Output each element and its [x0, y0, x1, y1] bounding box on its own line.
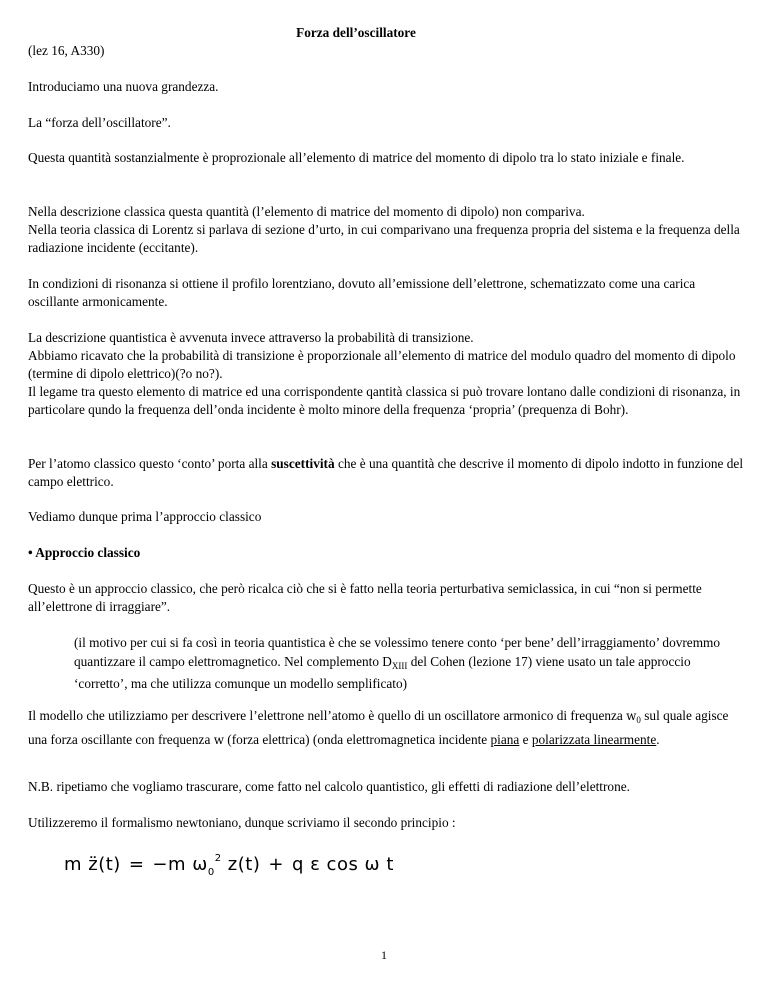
paragraph-intro: Introduciamo una nuova grandezza.: [28, 79, 219, 94]
plus-sign: +: [268, 854, 284, 875]
text-line: Nella descrizione classica questa quantità (l’elemento di matrice del momento di dipolo) non compariva.: [28, 204, 585, 219]
omega-symbol: w: [213, 733, 224, 747]
subscript: XIII: [391, 660, 408, 671]
paragraph-quantum-description: [28, 329, 744, 419]
note-paragraph: [74, 634, 744, 694]
text-line: Il legame tra questo elemento di matrice ed una corrispondente qantità classica si può trovare lontano dalle condizioni di risonanza, in particolare qundo la frequenza dell’onda incidente è molto minore della frequenza ‘propria’ (prequenza di Bohr).: [28, 384, 741, 417]
text-line: Nella teoria classica di Lorentz si parlava di sezione d’urto, in cui comparivano una frequenza propria del sistema e la frequenza della radiazione incidente (eccitante).: [28, 222, 740, 255]
text-run: Per l’atomo classico questo ‘conto’ porta alla: [28, 456, 272, 471]
equation-term: z(t): [221, 854, 261, 875]
text-run: Il modello che utilizziamo per descrivere l’elettrone nell’atomo è quello di un oscillatore armonico di frequenza: [28, 708, 627, 723]
text-run: che è una quantità che descrive il momento di dipolo indotto in funzione del campo elettrico.: [28, 456, 744, 489]
paragraph-proportionality: Questa quantità sostanzialmente è proprozionale all’elemento di matrice del momento di dipolo tra lo stato iniziale e finale.: [28, 150, 685, 165]
text-line: La descrizione quantistica è avvenuta invece attraverso la probabilità di transizione.: [28, 330, 474, 345]
equation-term: −m ω: [152, 854, 208, 875]
equation-of-motion: [64, 850, 394, 882]
paragraph-nb: N.B. ripetiamo che vogliamo trascurare, come fatto nel calcolo quantistico, gli effetti di radiazione dell’elettrone.: [28, 779, 630, 794]
text-run: (il motivo per cui si fa così in teoria quantistica è che se volessimo tenere conto ‘per bene’ dell’irraggiamento’ dovremmo quantizzare il campo elettromagnetico. Nel complemento D: [74, 635, 721, 669]
paragraph-classical-description: [28, 203, 744, 257]
paragraph-semiclassical: Questo è un approccio classico, che però ricalca ciò che si è fatto nella teoria perturbativa semiclassica, in cui “non si permette all’elettrone di irraggiare”.: [28, 581, 702, 614]
omega-symbol: w: [626, 709, 637, 723]
page-title: Forza dell’oscillatore: [296, 25, 416, 40]
underlined-term: piana: [490, 732, 520, 747]
underlined-term: polarizzata linearmente: [531, 732, 657, 747]
text-run: (forza elettrica) (onda elettromagnetica incidente: [223, 732, 491, 747]
text-line: Abbiamo ricavato che la probabilità di transizione è proporzionale all’elemento di matrice del modulo quadro del momento di dipolo (termine di dipolo elettrico)(?o no?).: [28, 348, 736, 381]
paragraph-classical-approach-intro: Vediamo dunque prima l’approccio classico: [28, 509, 262, 524]
subscript: 0: [636, 715, 641, 725]
text-run: del Cohen (lezione 17) viene usato un tale approccio ‘corretto’, ma che utilizza comunque un modello semplificato): [74, 653, 691, 691]
page-number: 1: [381, 948, 387, 962]
lecture-reference: (lez 16, A330): [28, 43, 105, 58]
equation-term: q ε cos ω t: [291, 854, 394, 875]
subscript: 0: [207, 867, 215, 878]
equals-sign: =: [128, 854, 145, 875]
paragraph-newton: Utilizzeremo il formalismo newtoniano, dunque scriviamo il secondo principio :: [28, 815, 456, 830]
text-run: sul quale agisce una forza oscillante con frequenza: [28, 708, 729, 747]
text-run: e: [519, 732, 532, 747]
bold-term: suscettività: [271, 456, 335, 471]
text-run: .: [656, 732, 660, 747]
paragraph-model: [28, 706, 744, 750]
equation-lhs: m z̈(t): [64, 854, 121, 875]
paragraph-oscillator-strength: La “forza dell’oscillatore”.: [28, 115, 171, 130]
paragraph-resonance: In condizioni di risonanza si ottiene il profilo lorentziano, dovuto all’emissione dell’elettrone, schematizzato come una carica oscillante armonicamente.: [28, 276, 696, 309]
paragraph-susceptibility: [28, 455, 744, 491]
section-heading: • Approccio classico: [28, 545, 141, 560]
superscript: 2: [214, 853, 222, 864]
